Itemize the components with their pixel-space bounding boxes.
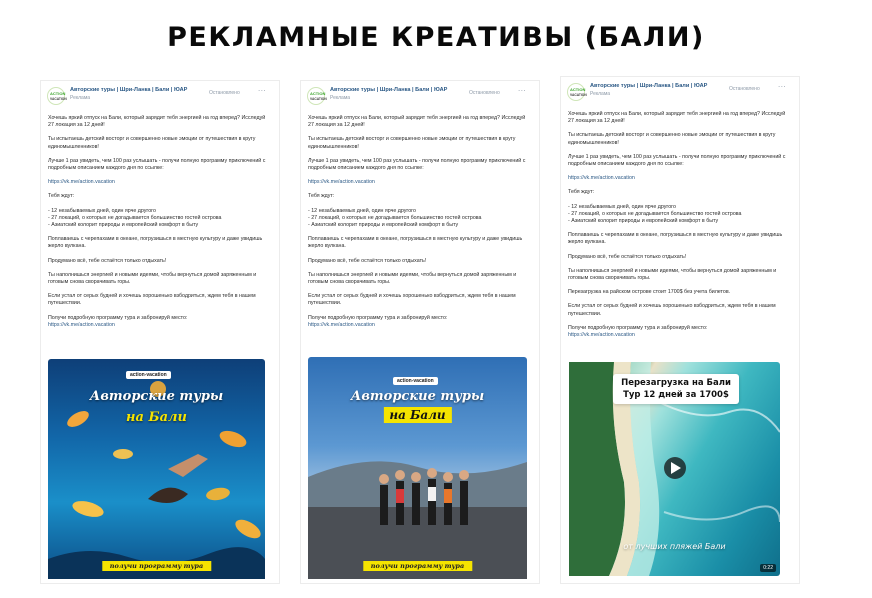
post-text [308, 115, 532, 329]
creative-title: Авторские туры [89, 389, 224, 404]
creative-title: Авторские туры [350, 389, 485, 404]
page-title: РЕКЛАМНЫЕ КРЕАТИВЫ (БАЛИ) [167, 22, 705, 53]
post-paragraph: Хочешь яркий отпуск на Бали, который зарядит тебя энергией на год вперед? Исследуй 27 локация за 12 дней! [568, 111, 786, 125]
post-paragraph: Продумано всё, тебе остаётся только отдыхать! [568, 253, 687, 260]
post-bullet: - 12 незабываемых дней, один ярче другого [568, 203, 676, 210]
post-bullet: - 27 локаций, о которых не догадывается большинство гостей острова [308, 214, 482, 221]
video-duration: 0:22 [760, 564, 776, 572]
creative-subtitle: на Бали [383, 407, 451, 423]
promo-title: Перезагрузка на Бали [621, 378, 731, 388]
post-paragraph: Если устал от серых будней и хочешь хорошенько взбодриться, ждем тебя в нашем путешествии. [568, 303, 776, 317]
status-label: Остановлено [729, 86, 760, 92]
post-paragraph: Получи подробную программу тура и забронируй место: [308, 314, 448, 321]
avatar[interactable] [307, 87, 325, 105]
author-link[interactable]: Авторские туры | Шри-Ланка | Бали | ЮАР [590, 83, 708, 89]
post-paragraph: Лучше 1 раз увидеть, чем 100 раз услышать - получи полную программу приключений с подробным описанием каждого дня по ссылке: [568, 153, 786, 168]
logo-text-top: ACTION [50, 91, 66, 96]
brand-badge: action-vacation [393, 377, 438, 385]
post-paragraph: Получи подробную программу тура и забронируй место: [48, 314, 188, 321]
post-paragraph: Продумано всё, тебе остаётся только отдыхать! [48, 257, 167, 264]
ad-label: Реклама [590, 91, 611, 97]
post-paragraph: Лучше 1 раз увидеть, чем 100 раз услышать - получи полную программу приключений с подробным описанием каждого дня по ссылке: [48, 157, 266, 172]
creative-video-beach[interactable] [569, 362, 780, 576]
post-bullet: - 27 локаций, о которых не догадывается большинство гостей острова [48, 214, 222, 221]
post-bullet: - 12 незабываемых дней, один ярче другого [308, 207, 416, 214]
post-header [47, 87, 273, 113]
post-paragraph: Если устал от серых будней и хочешь хорошенько взбодриться, ждем тебя в нашем путешествии. [308, 293, 516, 307]
post-paragraph: Ты наполнишься энергией и новыми идеями, чтобы вернуться домой заряженным и готовым снова сворачивать горы. [308, 271, 517, 286]
post-paragraph: Ты испытаешь детский восторг и совершенно новые эмоции от путешествия в кругу единомышленников! [568, 132, 776, 146]
creative-ribbon: получи программу тура [363, 561, 472, 571]
post-paragraph: Тебя ждут: [568, 189, 595, 196]
post-paragraph: Перезагрузка на райском острове стоит 1700$ без учета билетов. [568, 289, 731, 296]
post-bullet: - 12 незабываемых дней, один ярче другого [48, 207, 156, 214]
creative-image-underwater[interactable] [48, 359, 265, 579]
post-text [568, 111, 792, 339]
post-link[interactable]: https://vk.me/action.vacation [48, 321, 115, 328]
logo-text-bottom: VACATION [310, 97, 327, 101]
ad-post-card-3 [560, 76, 800, 584]
post-paragraph: Хочешь яркий отпуск на Бали, который зарядит тебя энергией на год вперед? Исследуй 27 локация за 12 дней! [308, 115, 526, 129]
post-link[interactable]: https://vk.me/action.vacation [308, 321, 375, 328]
more-dots-icon[interactable]: ··· [778, 83, 787, 91]
post-paragraph: Ты наполнишься энергией и новыми идеями, чтобы вернуться домой заряженным и готовым снова сворачивать горы. [568, 267, 777, 282]
post-bullet: - 27 локаций, о которых не догадывается большинство гостей острова [568, 210, 742, 217]
post-link[interactable]: https://vk.me/action.vacation [568, 332, 635, 339]
ad-post-card-2 [300, 80, 540, 584]
avatar[interactable] [567, 83, 585, 101]
logo-text-top: ACTION [570, 87, 586, 92]
status-label: Остановлено [209, 90, 240, 96]
video-caption: от лучших пляжей Бали [623, 542, 726, 551]
post-header [307, 87, 533, 113]
author-link[interactable]: Авторские туры | Шри-Ланка | Бали | ЮАР [330, 87, 448, 93]
post-link[interactable]: https://vk.me/action.vacation [568, 175, 635, 182]
more-dots-icon[interactable]: ··· [518, 87, 527, 95]
post-paragraph: Поплаваешь с черепахами в океане, погрузишься в местную культуру и даже увидишь жерло вулкана. [568, 232, 783, 246]
ad-label: Реклама [330, 95, 351, 101]
promo-banner [613, 374, 739, 404]
creative-subtitle: на Бали [126, 410, 187, 425]
post-header [567, 83, 793, 109]
brand-badge: action-vacation [126, 371, 171, 379]
post-paragraph: Лучше 1 раз увидеть, чем 100 раз услышать - получи полную программу приключений с подробным описанием каждого дня по ссылке: [308, 157, 526, 172]
post-paragraph: Получи подробную программу тура и забронируй место: [568, 324, 708, 331]
ad-label: Реклама [70, 95, 91, 101]
creative-image-group[interactable] [308, 357, 527, 579]
post-paragraph: Продумано всё, тебе остаётся только отдыхать! [308, 257, 427, 264]
promo-price: Тур 12 дней за 1700$ [623, 390, 729, 400]
post-paragraph: Если устал от серых будней и хочешь хорошенько взбодриться, ждем тебя в нашем путешествии. [48, 293, 256, 307]
post-paragraph: Поплаваешь с черепахами в океане, погрузишься в местную культуру и даже увидишь жерло вулкана. [308, 236, 523, 250]
more-dots-icon[interactable]: ··· [258, 87, 267, 95]
post-paragraph: Ты испытаешь детский восторг и совершенно новые эмоции от путешествия в кругу единомышленников! [308, 136, 516, 150]
post-paragraph: Поплаваешь с черепахами в океане, погрузишься в местную культуру и даже увидишь жерло вулкана. [48, 236, 263, 250]
logo-text-top: ACTION [310, 91, 326, 96]
play-button[interactable] [664, 457, 686, 479]
post-paragraph: Тебя ждут: [48, 193, 75, 200]
post-paragraph: Ты наполнишься энергией и новыми идеями, чтобы вернуться домой заряженным и готовым снова сворачивать горы. [48, 271, 257, 286]
author-link[interactable]: Авторские туры | Шри-Ланка | Бали | ЮАР [70, 87, 188, 93]
creative-ribbon: получи программу тура [102, 561, 211, 571]
post-paragraph: Хочешь яркий отпуск на Бали, который зарядит тебя энергией на год вперед? Исследуй 27 локация за 12 дней! [48, 115, 266, 129]
logo-text-bottom: VACATION [570, 93, 587, 97]
post-link[interactable]: https://vk.me/action.vacation [308, 179, 375, 186]
post-bullet: - Азиатский колорит природы и европейский комфорт в быту [308, 222, 459, 229]
logo-text-bottom: VACATION [50, 97, 67, 101]
post-text [48, 115, 272, 329]
post-paragraph: Тебя ждут: [308, 193, 335, 200]
avatar[interactable] [47, 87, 65, 105]
post-paragraph: Ты испытаешь детский восторг и совершенно новые эмоции от путешествия в кругу единомышленников! [48, 136, 256, 150]
play-icon [671, 462, 681, 474]
post-bullet: - Азиатский колорит природы и европейский комфорт в быту [48, 222, 199, 229]
post-bullet: - Азиатский колорит природы и европейский комфорт в быту [568, 218, 719, 225]
ad-post-card-1 [40, 80, 280, 584]
post-link[interactable]: https://vk.me/action.vacation [48, 179, 115, 186]
status-label: Остановлено [469, 90, 500, 96]
